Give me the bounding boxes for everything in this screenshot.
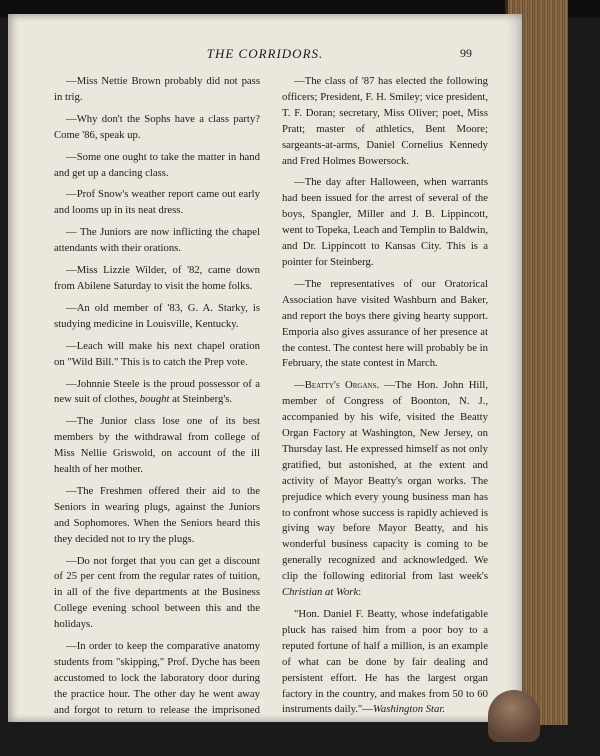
news-item: —Prof Snow's weather report came out early and looms up in its neat dress.	[54, 188, 260, 217]
steele-emphasis: bought	[139, 393, 170, 406]
news-item: —The representatives of our Oratorical Association have visited Washburn and Baker, and report the boys there giving hearty support. Emporia also gives assurance of her presence at the contest. The contest here will probably be in February, the state contest in March.	[282, 277, 488, 370]
news-item: —Miss Nettie Brown probably did not pass in trig.	[54, 75, 260, 103]
news-item: —The Freshmen offered their aid to the Seniors in wearing plugs, against the Juniors and Sophomores. When the Seniors heard this they decided not to try the plugs.	[54, 484, 260, 545]
book-page	[8, 14, 522, 748]
news-item: —An old member of '83, G. A. Starky, is studying medicine in Louisville, Kentucky.	[54, 301, 260, 330]
page-number: 99	[460, 46, 472, 60]
news-item: —In order to keep the comparative anatomy students from "skipping," Prof. Dyche has been accustomed to lock the laboratory door during the practice hour. The other day he went away and forgot to return to release the imprisoned Juniors, and the boys had to compromise their dignity by climbing over the transom.	[54, 640, 260, 748]
left-column	[54, 74, 260, 756]
steele-tail: at Steinberg's.	[169, 393, 233, 406]
steele-text: —Johnnie Steele is the proud possessor of a new suit of clothes,	[54, 377, 260, 406]
beatty-body: —The Hon. John Hill, member of Congress of Boonton, N. J., accompanied by his wife, visited the Beatty Organ Factory at Washington, New Jersey, on Thursday last. He expressed himself as not only gratified, but astonished, at the extent and activity of Mayor Beatty's organ works. The prejudice which every young business man has to confront whose success is rapidly achieved is giving way before Mayor Beatty, and his wonderful business capacity is coming to be generally recognized and acknowledged. We clip the following editorial from last week's	[282, 379, 488, 583]
beatty-heading: —Beatty's Organs.	[294, 379, 380, 392]
news-item: —The Junior class lose one of its best members by the withdrawal from college of Miss Nellie Griswold, on account of the ill health of her mother.	[54, 415, 260, 476]
news-item: —Leach will make his next chapel oration on "Wild Bill." This is to catch the Prep vote.	[54, 339, 260, 368]
news-item: —Why don't the Sophs have a class party? Come '86, speak up.	[54, 112, 260, 141]
right-column	[282, 74, 488, 724]
beatty-tail: :	[358, 586, 362, 599]
quote-attribution: Washington Star.	[372, 703, 446, 716]
page-header	[8, 46, 522, 66]
running-title: THE CORRIDORS.	[206, 46, 324, 61]
beatty-source: Christian at Work	[282, 586, 359, 599]
editorial-quote	[282, 607, 488, 718]
news-item: —The day after Halloween, when warrants had been issued for the arrest of several of the boys, Spangler, Miller and J. B. Lippincott, went to Topeka, Leach and Templin to Baldwin, and Dr. Lippincott to Kansas City. This is a pointer for Steinberg.	[282, 176, 488, 268]
thumb-holding-page	[488, 690, 540, 742]
news-item: — The Juniors are now inflicting the chapel attendants with their orations.	[54, 226, 260, 255]
quote-text: "Hon. Daniel F. Beatty, whose indefatigable pluck has raised him from a poor boy to a reputed fortune of half a million, is an example of what can be done by fair dealing and persistent effort. He has the largest organ factory in the country, and makes from 50 to 60 instruments daily."—	[282, 608, 488, 716]
news-item: —Some one ought to take the matter in hand and get up a dancing class.	[54, 150, 260, 179]
news-item-steele	[54, 377, 260, 409]
beatty-article	[282, 378, 488, 601]
news-item: —Do not forget that you can get a discount of 25 per cent from the regular rates of tuition, in all of the five departments at the Business College evening school between this and the holidays.	[54, 554, 260, 631]
news-item: —Miss Lizzie Wilder, of '82, came down from Abilene Saturday to visit the home folks.	[54, 264, 260, 292]
news-item: —The class of '87 has elected the following officers; President, F. H. Smiley; vice president, T. F. Doran; secretary, Miss Oliver; poet, Miss Pratt; master of athletics, Bent Moore; sargeants-at-arms, Daniel Cornelius Kennedy and Fred Holmes Bowersock.	[282, 75, 488, 167]
